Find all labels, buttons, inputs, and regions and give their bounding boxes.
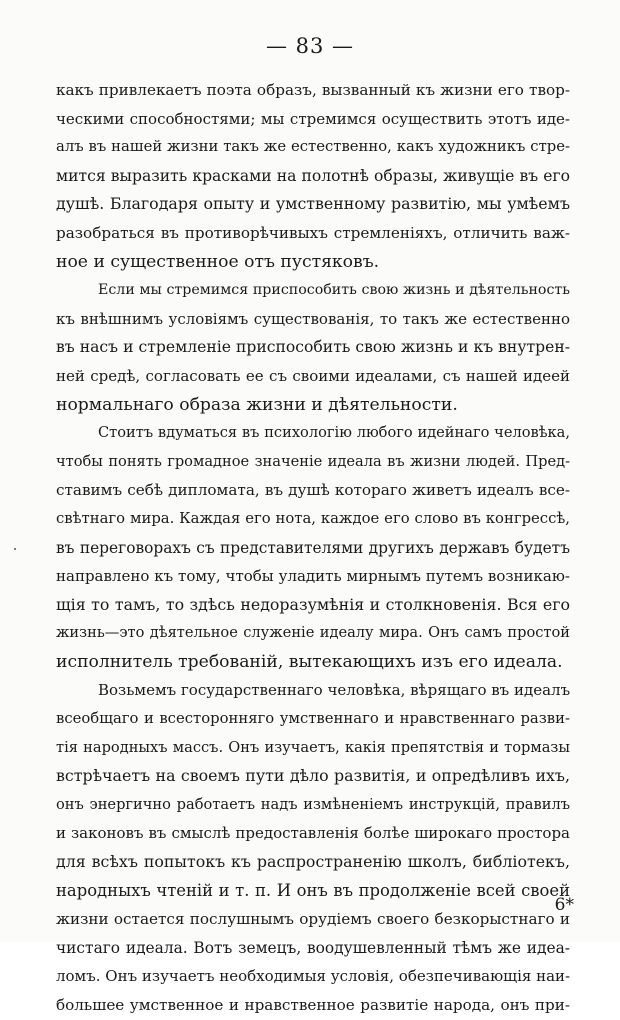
text-line: исполнитель требованій, вытекающихъ изъ его идеала. xyxy=(56,651,563,672)
text-line: чтобы понять громадное значеніе идеала въ жизни людей. Пред- xyxy=(56,452,570,470)
text-line: тія народныхъ массъ. Онъ изучаетъ, какія препятствія и тормазы xyxy=(56,738,570,756)
text-line: ное и существенное отъ пустяковъ. xyxy=(56,251,380,272)
text-line: свѣтнаго мира. Каждая его нота, каждое его слово въ конгрессѣ, xyxy=(56,509,570,527)
text-line: ставимъ себѣ дипломата, въ душѣ котораго живетъ идеалъ все- xyxy=(56,481,570,500)
text-line: въ переговорахъ съ представителями другихъ державъ будетъ xyxy=(56,538,570,557)
paper-speck xyxy=(14,548,16,550)
text-line: ней средѣ, согласовать ее съ своими идеалами, съ нашей идеей xyxy=(56,366,570,385)
text-line: въ насъ и стремленіе приспособить свою жизнь и къ внутрен- xyxy=(56,338,570,357)
text-line: Если мы стремимся приспособить свою жизнь и дѣятельность xyxy=(98,282,570,299)
text-line: всеобщаго и всесторонняго умственнаго и нравственнаго разви- xyxy=(56,710,570,728)
text-line: ческими способностями; мы стремимся осуществить этотъ иде- xyxy=(56,109,570,128)
text-line: щія то тамъ, то здѣсь недоразумѣнія и столкновенія. Вся его xyxy=(56,594,570,614)
text-line: ломъ. Онъ изучаетъ необходимыя условія, обезпечивающія наи- xyxy=(56,967,570,986)
text-line: народныхъ чтеній и т. п. И онъ въ продолженіе всей своей xyxy=(56,880,570,900)
text-line: нормальнаго образа жизни и дѣятельности. xyxy=(56,394,458,415)
text-line: къ внѣшнимъ условіямъ существованія, то такъ же естественно xyxy=(56,309,570,328)
body-text xyxy=(56,76,570,1020)
text-line: Возьмемъ государственнаго человѣка, вѣрящаго въ идеалъ xyxy=(98,681,570,700)
text-line: Стоитъ вдуматься въ психологію любого идейнаго человѣка, xyxy=(98,424,570,442)
text-line: жизни остается послушнымъ орудіемъ своего безкорыстнаго и xyxy=(56,910,570,929)
page-number: — 83 — xyxy=(265,34,355,58)
text-line: онъ энергично работаетъ надъ измѣненіемъ инструкцій, правилъ xyxy=(56,795,570,813)
text-line: и законовъ въ смыслѣ предоставленія болѣе широкаго простора xyxy=(56,824,570,843)
text-line: направлено къ тому, чтобы уладить мирнымъ путемъ возникаю- xyxy=(56,567,570,586)
text-line: большее умственное и нравственное развитіе народа, онъ при- xyxy=(56,996,570,1014)
text-line: алъ въ нашей жизни такъ же естественно, какъ художникъ стре- xyxy=(56,138,570,156)
text-line: какъ привлекаетъ поэта образъ, вызванный къ жизни его твор- xyxy=(56,81,570,99)
text-line: чистаго идеала. Вотъ земецъ, воодушевленный тѣмъ же идеа- xyxy=(56,938,570,957)
text-line: душѣ. Благодаря опыту и умственному развитію, мы умѣемъ xyxy=(56,194,570,214)
text-line: мится выразить красками на полотнѣ образы, живущіе въ его xyxy=(56,166,570,185)
text-line: жизнь—это дѣятельное служеніе идеалу мира. Онъ самъ простой xyxy=(56,624,570,642)
text-line: встрѣчаетъ на своемъ пути дѣло развитія, и опредѣливъ ихъ, xyxy=(56,766,570,786)
text-line: разобраться въ противорѣчивыхъ стремленіяхъ, отличить важ- xyxy=(56,223,570,242)
text-line: для всѣхъ попытокъ къ распространенію школъ, библіотекъ, xyxy=(56,852,570,872)
signature-mark: 6* xyxy=(554,895,574,915)
